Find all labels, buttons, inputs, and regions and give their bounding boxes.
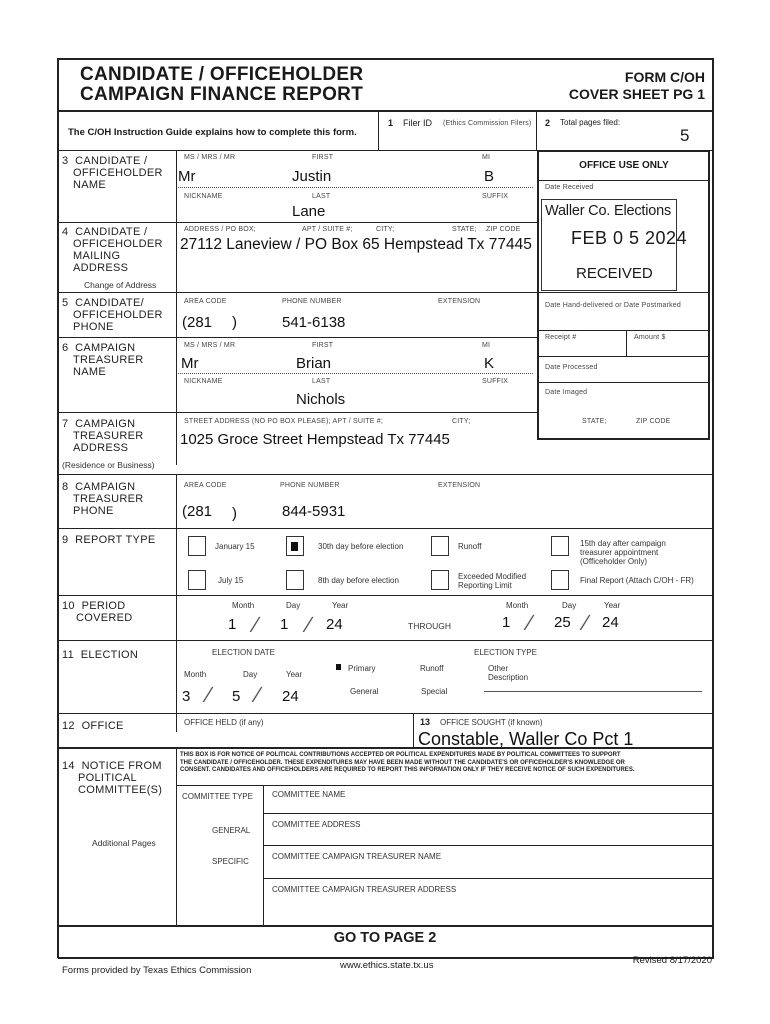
- section-7-num: 7: [62, 418, 69, 430]
- treasurer-prefix[interactable]: Mr: [181, 355, 199, 372]
- header-divider: [58, 110, 714, 112]
- forms-provided-by: Forms provided by Texas Ethics Commission: [62, 965, 252, 976]
- section-4-label-line2: OFFICEHOLDER: [73, 238, 163, 250]
- s3-bottom-rule: [58, 222, 538, 223]
- section-5-num: 5: [62, 297, 69, 309]
- candidate-mi[interactable]: B: [484, 168, 495, 185]
- residence-or-business-note: (Residence or Business): [62, 460, 155, 470]
- section-6-num: 6: [62, 342, 69, 354]
- go-to-page-2: GO TO PAGE 2: [333, 930, 437, 946]
- s7-bottom-rule: [58, 474, 712, 475]
- section-14-label-line1: NOTICE FROM: [81, 760, 162, 772]
- s4-header-zip: ZIP CODE: [486, 226, 521, 233]
- period-to-slash-2: ∕: [584, 610, 588, 635]
- report-type-15th-day-checkbox[interactable]: [551, 536, 569, 556]
- period-from-day[interactable]: 1: [280, 616, 289, 633]
- pages-divider: [536, 112, 537, 150]
- s6-header-nickname: NICKNAME: [184, 378, 223, 385]
- section-12-label: [62, 720, 124, 732]
- report-type-final-checkbox[interactable]: [551, 570, 569, 590]
- s3-header-mi: MI: [482, 154, 491, 161]
- section-3-label-line3: NAME: [73, 179, 106, 191]
- office-use-rule4: [538, 356, 710, 357]
- report-type-exceeded-modified-label: [458, 572, 526, 590]
- change-of-address: Change of Address: [84, 280, 157, 290]
- section-9-label: [62, 534, 155, 546]
- section-3-num: 3: [62, 155, 69, 167]
- s13-bottom-rule: [58, 747, 712, 749]
- period-from-slash-2: ∕: [307, 612, 311, 637]
- section-7-label-line3: ADDRESS: [73, 442, 129, 454]
- s6-header-mi: MI: [482, 342, 491, 349]
- section-12-num: 12: [62, 720, 75, 732]
- office-divider: [413, 713, 414, 747]
- receipt-divider: [626, 330, 627, 356]
- report-type-15th-day-label: [580, 539, 666, 566]
- election-type-other-label: [488, 664, 528, 682]
- section-10-label-line2: COVERED: [76, 612, 133, 624]
- s4-header-city: CITY;: [376, 226, 395, 233]
- report-type-exceeded-modified-line1: Exceeded Modified: [458, 572, 527, 581]
- period-from-year-header: Year: [332, 601, 349, 610]
- section-8-num: 8: [62, 481, 69, 493]
- election-type-primary-check-mark[interactable]: [336, 664, 341, 670]
- form-page-id: COVER SHEET PG 1: [568, 86, 705, 102]
- total-pages-num: 2: [545, 118, 551, 128]
- election-type-other-line1: Other: [488, 664, 509, 673]
- office-held-header: OFFICE HELD (if any): [184, 718, 264, 727]
- filer-id-sub: (Ethics Commission Filers): [443, 120, 532, 127]
- section-9-label-text: REPORT TYPE: [75, 534, 156, 546]
- section-6-label-line1: CAMPAIGN: [75, 342, 136, 354]
- s3-header-first: FIRST: [312, 154, 334, 161]
- total-pages-value[interactable]: 5: [680, 126, 690, 145]
- s6-header-first: FIRST: [312, 342, 334, 349]
- s5-header-phone: PHONE NUMBER: [282, 298, 342, 305]
- section-6-label-line3: NAME: [73, 366, 106, 378]
- election-date-header: ELECTION DATE: [212, 648, 275, 657]
- section-10-num: 10: [62, 600, 75, 612]
- election-type-header: ELECTION TYPE: [474, 648, 537, 657]
- section-5-label-line1: CANDIDATE/: [75, 297, 144, 309]
- section-7-label-line2: TREASURER: [73, 430, 144, 442]
- s4-header-state: STATE;: [452, 226, 477, 233]
- s9-bottom-rule: [58, 595, 712, 596]
- report-type-8th-day-label: 8th day before election: [318, 576, 399, 585]
- section-3-label-line1: CANDIDATE /: [75, 155, 148, 167]
- section-6-label: [62, 342, 144, 378]
- date-processed-label: Date Processed: [545, 364, 598, 371]
- period-to-day[interactable]: 25: [554, 614, 571, 631]
- period-from-slash-1: ∕: [254, 612, 258, 637]
- section-13-num: 13: [420, 717, 431, 727]
- election-year-header: Year: [286, 670, 303, 679]
- section-4-label-line1: CANDIDATE /: [75, 226, 148, 238]
- candidate-last-name[interactable]: Lane: [292, 203, 326, 220]
- office-use-box: [537, 150, 710, 440]
- s6-header-prefix: MS / MRS / MR: [184, 342, 236, 349]
- period-to-month-header: Month: [506, 601, 529, 610]
- amount-label: Amount $: [634, 334, 666, 341]
- election-type-runoff-label: Runoff: [420, 664, 444, 673]
- section-9-num: 9: [62, 534, 69, 546]
- section-5-label-line2: OFFICEHOLDER: [73, 309, 163, 321]
- election-day-header: Day: [243, 670, 258, 679]
- s6-header-suffix: SUFFIX: [482, 378, 509, 385]
- s8-header-phone: PHONE NUMBER: [280, 482, 340, 489]
- office-use-rule2: [538, 292, 710, 293]
- s7-header-city: CITY;: [452, 418, 471, 425]
- report-type-january-15-checkbox[interactable]: [188, 536, 206, 556]
- committee-name-header: COMMITTEE NAME: [272, 790, 346, 799]
- section-7-label: [62, 418, 144, 454]
- report-type-8th-day-checkbox[interactable]: [286, 570, 304, 590]
- stamp-received: RECEIVED: [576, 265, 653, 282]
- section-6-label-line2: TREASURER: [73, 354, 144, 366]
- election-slash-1: ∕: [207, 682, 211, 707]
- office-sought-value[interactable]: Constable, Waller Co Pct 1: [418, 729, 634, 749]
- report-type-runoff-checkbox[interactable]: [431, 536, 449, 556]
- committee-notice-line1: THIS BOX IS FOR NOTICE OF POLITICAL CONTRIBUTIONS ACCEPTED OR POLITICAL EXPENDITURES MADE BY POLITICAL COMMITTEES TO SUPPORT: [180, 752, 621, 758]
- section-3-label-line2: OFFICEHOLDER: [73, 167, 163, 179]
- committee-treasurer-name-rule: [264, 878, 712, 879]
- s7-header-zip: ZIP CODE: [636, 418, 671, 425]
- s7-header-state: STATE;: [582, 418, 607, 425]
- treasurer-area-code-open[interactable]: (281: [182, 503, 213, 520]
- report-type-exceeded-modified-checkbox[interactable]: [431, 570, 449, 590]
- section-8-label-line3: PHONE: [73, 505, 114, 517]
- section-12-label-text: OFFICE: [81, 720, 124, 732]
- committee-notice-line3: CONSENT. CANDIDATES AND OFFICEHOLDERS ARE REQUIRED TO REPORT THIS INFORMATION ONLY IF THEY RECEIVE NOTICE OF SUCH EXPENDITURES.: [180, 767, 635, 773]
- office-use-rule1: [538, 180, 710, 181]
- through-label: THROUGH: [408, 621, 451, 631]
- period-to-year-header: Year: [604, 601, 621, 610]
- s3-header-prefix: MS / MRS / MR: [184, 154, 236, 161]
- s4-header-apt: APT / SUITE #;: [302, 226, 353, 233]
- election-month[interactable]: 3: [182, 688, 191, 705]
- s7-header-street: STREET ADDRESS (NO PO BOX PLEASE); APT / SUITE #;: [184, 418, 383, 425]
- s10-bottom-rule: [58, 640, 712, 641]
- form-title-line2: CAMPAIGN FINANCE REPORT: [80, 84, 364, 105]
- committee-type-specific-label: SPECIFIC: [212, 857, 249, 866]
- office-use-rule3: [538, 330, 710, 331]
- s8-bottom-rule: [58, 528, 712, 529]
- period-to-month[interactable]: 1: [502, 614, 511, 631]
- committee-address-header: COMMITTEE ADDRESS: [272, 820, 361, 829]
- section-8-label-line1: CAMPAIGN: [75, 481, 136, 493]
- period-to-slash-1: ∕: [528, 610, 532, 635]
- committee-type-general-label: GENERAL: [212, 826, 251, 835]
- treasurer-phone-number[interactable]: 844-5931: [282, 503, 346, 520]
- election-type-general-label: General: [350, 687, 379, 696]
- section-4-num: 4: [62, 226, 69, 238]
- report-type-15th-day-line2: treasurer appointment: [580, 548, 659, 557]
- election-day[interactable]: 5: [232, 688, 241, 705]
- s6-header-last: LAST: [312, 378, 331, 385]
- label-column-divider-2: [176, 474, 177, 732]
- section-14-label: [62, 760, 162, 796]
- label-column-divider: [176, 150, 177, 465]
- ethics-website: www.ethics.state.tx.us: [340, 960, 434, 971]
- top-rule: [58, 58, 714, 60]
- s3-name-dotted-rule: [178, 187, 533, 188]
- s8-header-ext: EXTENSION: [438, 482, 481, 489]
- period-from-month[interactable]: 1: [228, 616, 237, 633]
- election-type-primary-label: Primary: [348, 664, 376, 673]
- report-type-30th-day-check-mark: [291, 542, 298, 551]
- election-type-special-label: Special: [421, 687, 448, 696]
- office-use-title: OFFICE USE ONLY: [579, 160, 669, 171]
- committee-notice-line2: THE CANDIDATE / OFFICEHOLDER. THESE EXPENDITURES MAY HAVE BEEN MADE WITHOUT THE CANDIDATE'S OR OFFICEHOLDER'S KNOWLEDGE OR: [180, 759, 625, 766]
- date-received-label: Date Received: [545, 184, 594, 191]
- s6-name-dotted-rule: [178, 373, 533, 374]
- candidate-prefix[interactable]: Mr: [178, 168, 196, 185]
- additional-pages-label: Additional Pages: [92, 838, 156, 848]
- report-type-july-15-label: July 15: [218, 576, 244, 585]
- stamp-date: FEB 0 5 2024: [571, 228, 688, 248]
- section-5-label: [62, 297, 163, 333]
- period-to-day-header: Day: [562, 601, 577, 610]
- section-14-num: 14: [62, 760, 75, 772]
- committee-notice: [180, 752, 712, 775]
- report-type-january-15-label: January 15: [215, 542, 255, 551]
- report-type-30th-day-label: 30th day before election: [318, 542, 404, 551]
- receipt-label: Receipt #: [545, 334, 577, 341]
- section-14-left-divider: [176, 747, 177, 925]
- section-10-label: [62, 600, 133, 624]
- revised-date: Revised 8/17/2020: [632, 955, 712, 966]
- section-10-label-line1: PERIOD: [81, 600, 126, 612]
- committee-type-header: COMMITTEE TYPE: [182, 792, 253, 801]
- section-11-num: 11: [62, 649, 75, 661]
- s4-header-address: ADDRESS / PO BOX;: [184, 226, 256, 233]
- section-4-label: [62, 226, 163, 274]
- period-from-day-header: Day: [286, 601, 301, 610]
- section-7-label-line1: CAMPAIGN: [75, 418, 136, 430]
- committee-treasurer-name-header: COMMITTEE CAMPAIGN TREASURER NAME: [272, 852, 442, 861]
- date-hand-label: Date Hand-delivered or Date Postmarked: [545, 302, 681, 309]
- s5-header-ext: EXTENSION: [438, 298, 481, 305]
- report-type-15th-day-line3: (Officeholder Only): [580, 557, 647, 566]
- filer-id-num: 1: [388, 118, 394, 128]
- s4-bottom-rule: [58, 292, 538, 293]
- treasurer-last-name[interactable]: Nichols: [296, 391, 346, 408]
- section-4-label-line4: ADDRESS: [73, 262, 129, 274]
- office-use-rule5: [538, 382, 710, 383]
- s8-header-area: AREA CODE: [184, 482, 227, 489]
- office-sought-header: OFFICE SOUGHT (if known): [440, 718, 543, 727]
- section-8-label: [62, 481, 144, 517]
- committee-treasurer-address-header: COMMITTEE CAMPAIGN TREASURER ADDRESS: [272, 885, 457, 894]
- s14-bottom-rule: [58, 925, 712, 927]
- left-border: [57, 58, 59, 958]
- section-14-label-line3: COMMITTEE(S): [78, 784, 163, 796]
- election-type-other-line2: Description: [488, 673, 529, 682]
- right-border: [712, 58, 714, 958]
- form-title-line1: CANDIDATE / OFFICEHOLDER: [80, 64, 364, 85]
- period-from-month-header: Month: [232, 601, 255, 610]
- section-11-label: [62, 649, 138, 661]
- s3-header-nickname: NICKNAME: [184, 193, 223, 200]
- report-type-july-15-checkbox[interactable]: [188, 570, 206, 590]
- candidate-phone-number[interactable]: 541-6138: [282, 314, 346, 331]
- s5-bottom-rule: [58, 337, 538, 338]
- s5-header-area: AREA CODE: [184, 298, 227, 305]
- election-year[interactable]: 24: [282, 688, 299, 705]
- election-month-header: Month: [184, 670, 207, 679]
- filer-id-label: Filer ID: [403, 118, 432, 128]
- treasurer-mi[interactable]: K: [484, 355, 495, 372]
- section-14-label-line2: POLITICAL: [78, 772, 137, 784]
- treasurer-area-code-close: ): [232, 505, 237, 522]
- notice-bottom-rule: [177, 785, 712, 786]
- stamp-line1: Waller Co. Elections: [545, 203, 672, 219]
- s3-header-suffix: SUFFIX: [482, 193, 509, 200]
- s3-header-last: LAST: [312, 193, 331, 200]
- report-type-15th-day-line1: 15th day after campaign: [580, 539, 666, 548]
- section-3-label: [62, 155, 163, 191]
- filer-id-divider: [378, 112, 379, 150]
- period-from-year[interactable]: 24: [326, 616, 343, 633]
- committee-address-rule: [264, 845, 712, 846]
- committee-type-divider: [263, 785, 264, 925]
- s6-bottom-rule: [58, 412, 538, 413]
- treasurer-first-name[interactable]: Brian: [296, 355, 332, 372]
- candidate-mailing-address[interactable]: 27112 Laneview / PO Box 65 Hempstead Tx 77445: [180, 236, 532, 253]
- committee-name-rule: [264, 813, 712, 814]
- section-4-label-line3: MAILING: [73, 250, 121, 262]
- total-pages-label: Total pages filed:: [560, 118, 621, 127]
- instruction-text: The C/OH Instruction Guide explains how to complete this form.: [68, 127, 357, 138]
- form-id: FORM C/OH: [624, 69, 705, 85]
- candidate-area-code-open[interactable]: (281: [182, 314, 213, 331]
- candidate-first-name[interactable]: Justin: [292, 168, 332, 185]
- report-type-final-label: Final Report (Attach C/OH - FR): [580, 576, 694, 585]
- report-type-runoff-label: Runoff: [458, 542, 482, 551]
- section-5-label-line3: PHONE: [73, 321, 114, 333]
- s11-bottom-rule: [58, 713, 712, 714]
- date-imaged-label: Date Imaged: [545, 389, 588, 396]
- period-to-year[interactable]: 24: [602, 614, 619, 631]
- candidate-area-code-close: ): [232, 314, 237, 331]
- section-11-label-text: ELECTION: [80, 649, 139, 661]
- treasurer-address[interactable]: 1025 Groce Street Hempstead Tx 77445: [180, 431, 450, 448]
- election-slash-2: ∕: [256, 682, 260, 707]
- section-8-label-line2: TREASURER: [73, 493, 144, 505]
- other-description-line: [484, 691, 702, 692]
- report-type-exceeded-modified-line2: Reporting Limit: [458, 581, 512, 590]
